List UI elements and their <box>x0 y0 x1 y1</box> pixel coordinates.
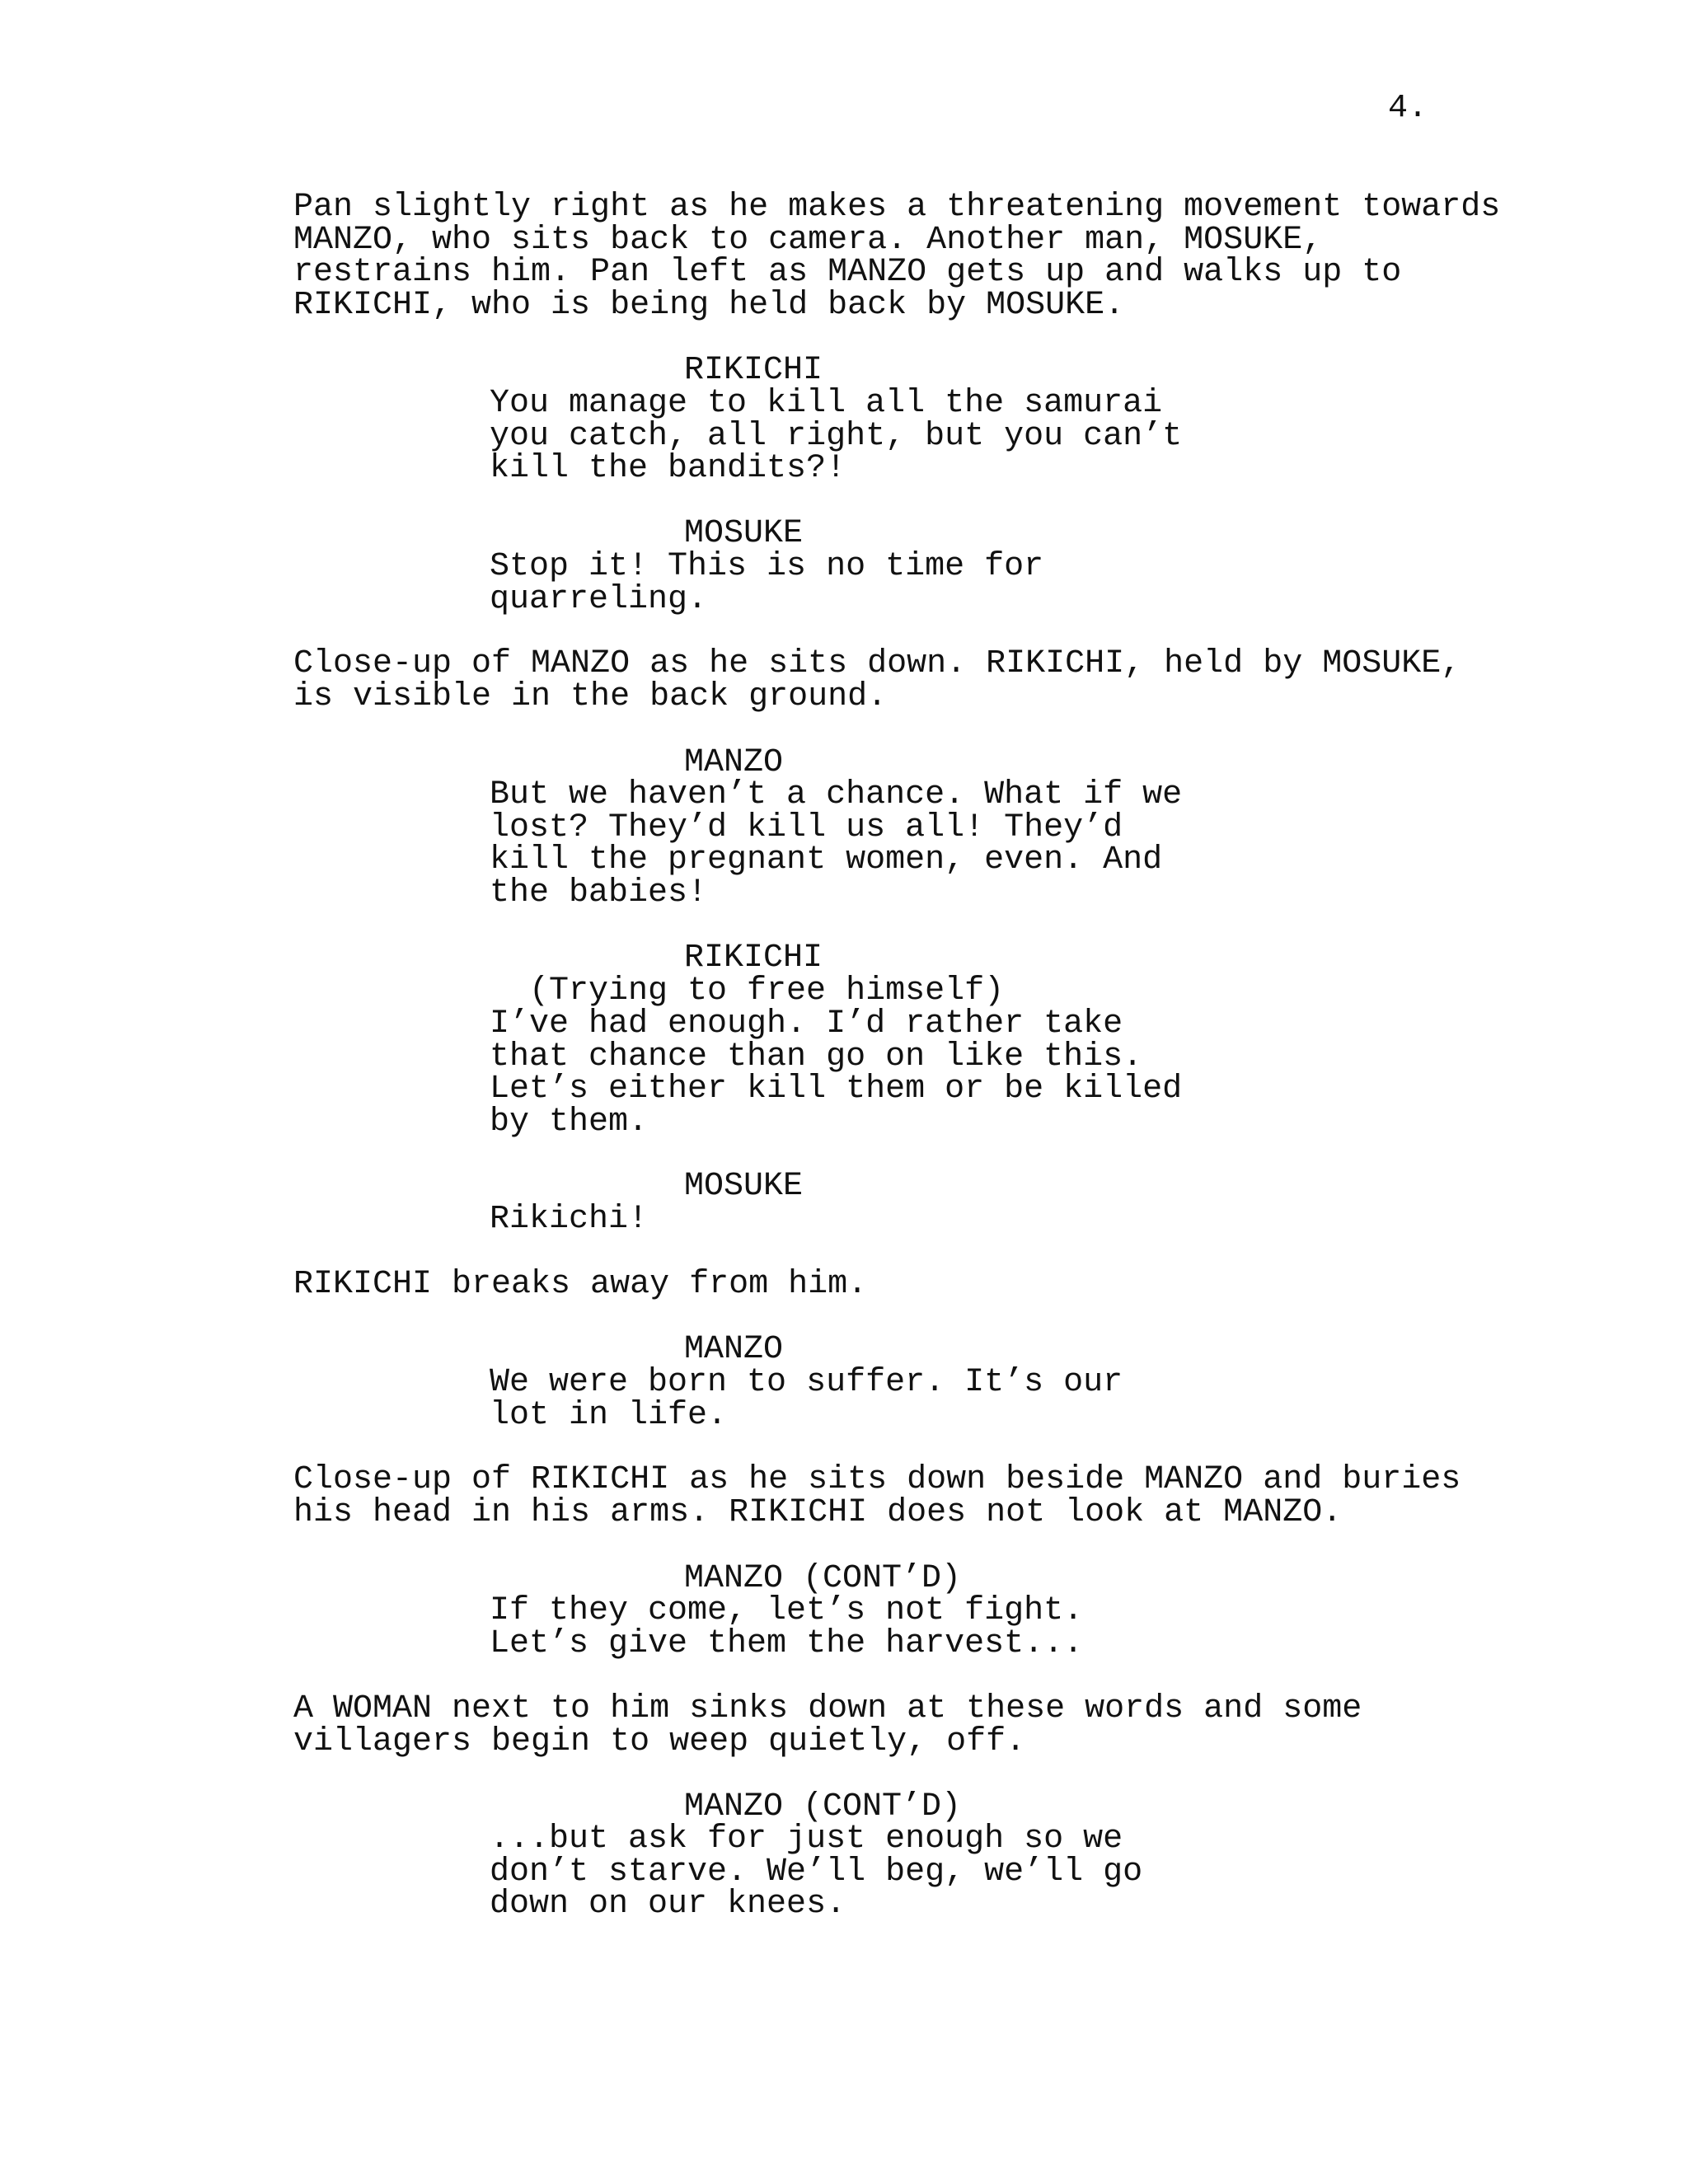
character-name: RIKICHI <box>684 352 823 389</box>
action-line: Close-up of MANZO as he sits down. RIKICHI, held by MOSUKE, is visible in the back ground. <box>293 645 1461 715</box>
page-number: 4. <box>1388 90 1428 127</box>
action-line: RIKICHI breaks away from him. <box>293 1266 868 1303</box>
action-line: Close-up of RIKICHI as he sits down beside MANZO and buries his head in his arms. RIKICHI does not look at MANZO. <box>293 1461 1461 1531</box>
character-name: MANZO <box>684 744 784 781</box>
dialogue: If they come, let’s not fight. Let’s give them the harvest... <box>490 1592 1084 1662</box>
parenthetical: (Trying to free himself) <box>529 972 1005 1010</box>
dialogue: ...but ask for just enough so we don’t starve. We’ll beg, we’ll go down on our knees. <box>490 1821 1143 1924</box>
dialogue: Rikichi! <box>490 1201 649 1238</box>
character-name: RIKICHI <box>684 940 823 977</box>
action-line: Pan slightly right as he makes a threatening movement towards MANZO, who sits back to camera. Another man, MOSUKE, restrains him. Pan left as MANZO gets up and walks up to RIKICHI, who is being held back by MOSUKE. <box>293 189 1501 324</box>
action-line: A WOMAN next to him sinks down at these words and some villagers begin to weep quietly, off. <box>293 1690 1362 1760</box>
character-name: MOSUKE <box>684 515 804 552</box>
dialogue: Stop it! This is no time for quarreling. <box>490 548 1044 618</box>
character-name: MOSUKE <box>684 1168 804 1205</box>
dialogue: You manage to kill all the samurai you catch, all right, but you can’t kill the bandits?! <box>490 385 1183 488</box>
dialogue: We were born to suffer. It’s our lot in life. <box>490 1364 1123 1434</box>
dialogue: But we haven’t a chance. What if we lost? They’d kill us all! They’d kill the pregnant women, even. And the babies! <box>490 776 1183 912</box>
character-name: MANZO (CONT’D) <box>684 1788 962 1825</box>
character-name: MANZO <box>684 1331 784 1368</box>
dialogue: I’ve had enough. I’d rather take that chance than go on like this. Let’s either kill them or be killed by them. <box>490 1005 1183 1141</box>
character-name: MANZO (CONT’D) <box>684 1560 962 1597</box>
